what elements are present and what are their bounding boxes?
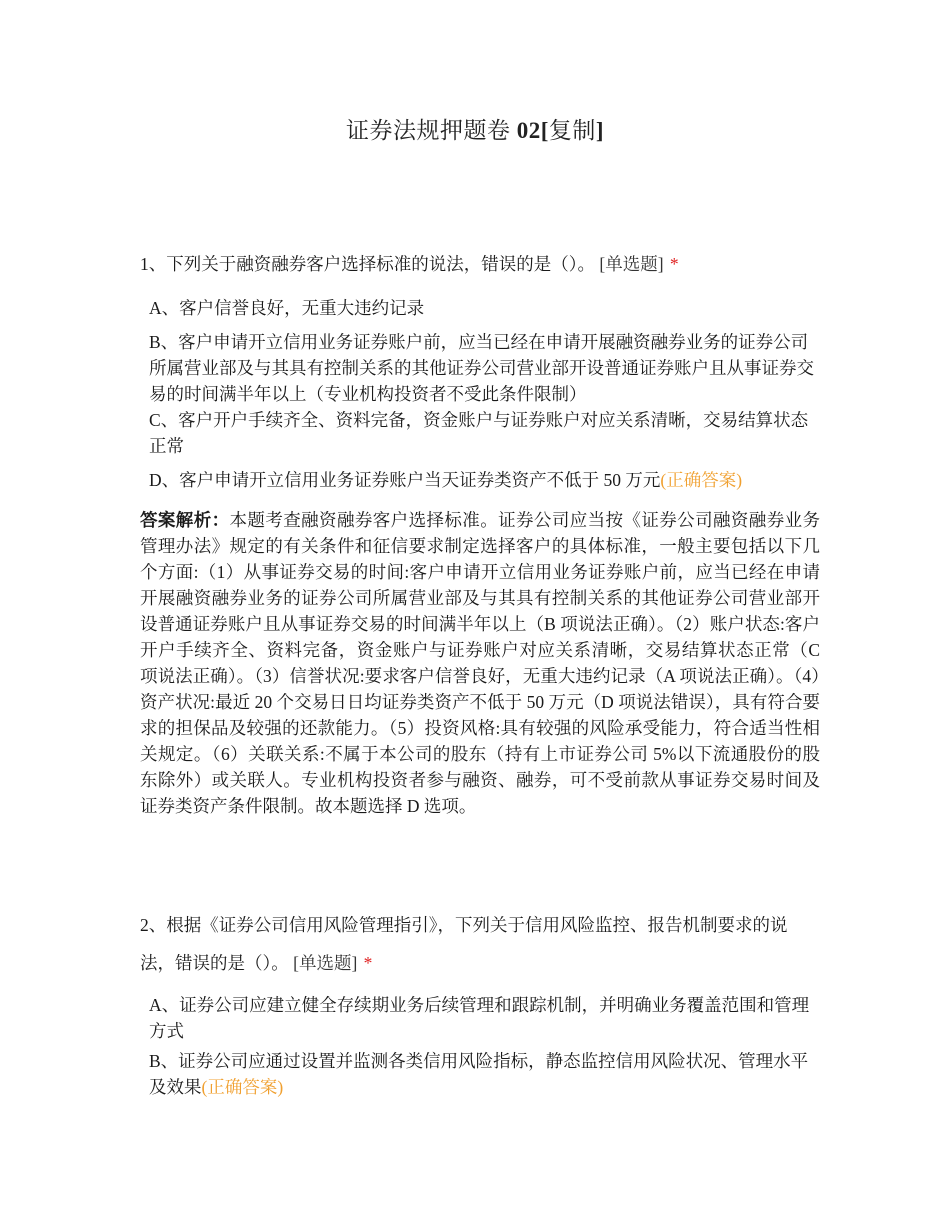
document-title (0, 112, 950, 145)
question-1-type: [单选题] (599, 254, 664, 274)
question-2-type: [单选题] (293, 953, 358, 973)
required-mark: * (669, 254, 679, 274)
question-1-analysis (140, 507, 820, 819)
analysis-text: 本题考查融资融券客户选择标准。证券公司应当按《证券公司融资融券业务管理办法》规定的有关条件和征信要求制定选择客户的具体标准，一般主要包括以下几个方面:（1）从事证券交易的时间:客户申请开立信用业务证券账户前，应当已经在申请开展融资融券业务的证券公司所属营业部及与其具有控制关系的其他证券公司营业部开设普通证券账户且从事证券交易的时间满半年以上（B 项说法正确）。（2）账户状态:客户开户手续齐全、资料完备，资金账户与证券账户对应关系清晰，交易结算状态正常（C 项说法正确）。（3）信誉状况:要求客户信誉良好，无重大违约记录（A 项说法正确）。（4）资产状况:最近 20 个交易日日均证券类资产不低于 50 万元（D 项说法错误），具有符合要求的担保品及较强的还款能力。（5）投资风格:具有较强的风险承受能力，符合适当性相关规定。（6）关联关系:不属于本公司的股东（持有上市证券公司 5%以下流通股份的股东除外）或关联人。专业机构投资者参与融资、融券，可不受前款从事证券交易时间及证券类资产条件限制。故本题选择 D 选项。 (140, 510, 821, 816)
question-1-option-a[interactable] (149, 295, 820, 321)
question-2-stem-line (140, 906, 820, 982)
question-2-option-b[interactable] (149, 1048, 820, 1100)
title-bracket-end: ] (595, 118, 605, 143)
question-2 (140, 906, 820, 1100)
question-1-stem-line (140, 247, 820, 281)
question-1-option-c[interactable] (149, 407, 820, 459)
question-1-options (140, 295, 820, 493)
option-text: D、客户申请开立信用业务证券账户当天证券类资产不低于 50 万元 (149, 470, 661, 490)
analysis-label: 答案解析： (140, 510, 230, 530)
question-1-option-d[interactable] (149, 467, 820, 493)
option-text: B、客户申请开立信用业务证券账户前，应当已经在申请开展融资融券业务的证券公司所属营业部及与其具有控制关系的其他证券公司营业部开设普通证券账户且从事证券交易的时间满半年以上（专业机构投资者不受此条件限制） (149, 332, 814, 404)
title-number: 02[ (516, 118, 549, 143)
option-text: C、客户开户手续齐全、资料完备，资金账户与证券账户对应关系清晰，交易结算状态正常 (149, 410, 809, 456)
correct-answer-tag: (正确答案) (660, 470, 743, 490)
question-1 (140, 247, 820, 819)
correct-answer-tag: (正确答案) (201, 1077, 284, 1097)
option-text: A、客户信誉良好，无重大违约记录 (149, 298, 425, 318)
question-2-option-a[interactable] (149, 992, 820, 1044)
title-copy-label: 复制 (548, 118, 596, 143)
question-1-option-b[interactable] (149, 329, 820, 407)
question-1-stem: 1、下列关于融资融券客户选择标准的说法，错误的是（）。 (140, 254, 595, 274)
title-main: 证券法规押题卷 (345, 118, 517, 143)
question-2-stem: 2、根据《证券公司信用风险管理指引》，下列关于信用风险监控、报告机制要求的说法，错误的是（）。 (140, 915, 788, 973)
option-text: B、证券公司应通过设置并监测各类信用风险指标，静态监控信用风险状况、管理水平及效果 (149, 1051, 809, 1097)
question-2-options (140, 992, 820, 1100)
required-mark: * (363, 953, 373, 973)
option-text: A、证券公司应建立健全存续期业务后续管理和跟踪机制，并明确业务覆盖范围和管理方式 (149, 995, 810, 1041)
